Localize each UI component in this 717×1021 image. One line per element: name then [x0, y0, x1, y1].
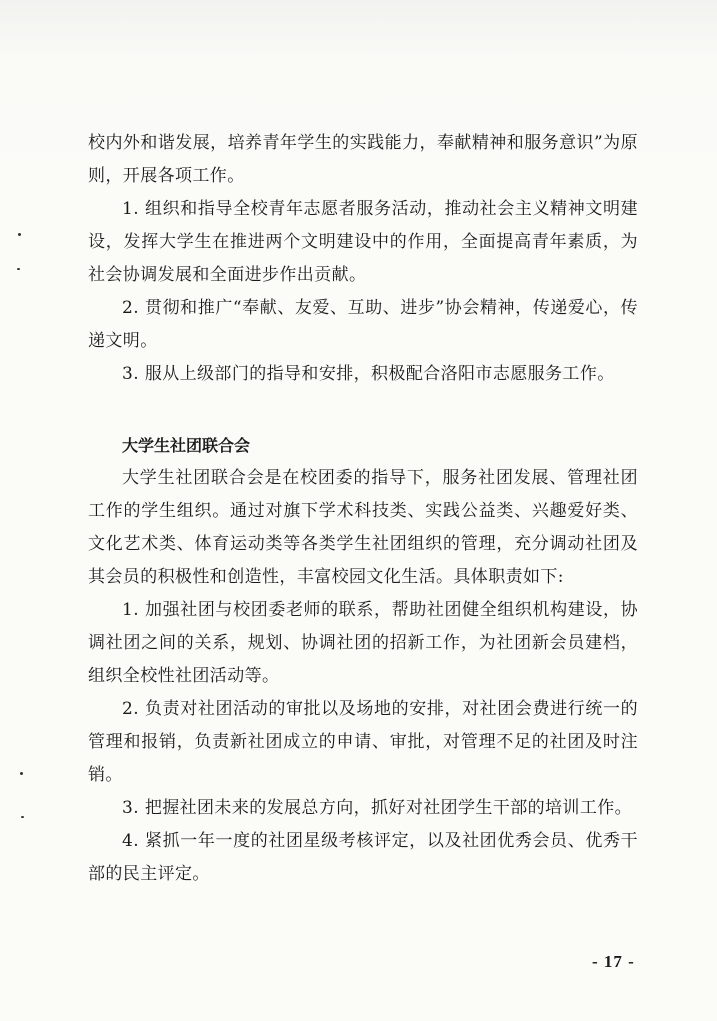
scan-speck — [18, 233, 21, 236]
section-intro-paragraph: 大学生社团联合会是在校团委的指导下，服务社团发展、管理社团工作的学生组织。通过对旗下学术科技类、实践公益类、兴趣爱好类、文化艺术类、体育运动类等各类学生社团组织的管理，充分调动社团及其会员的积极性和创造性，丰富校园文化生活。具体职责如下: — [88, 468, 638, 587]
section-item-1: 1. 加强社团与校团委老师的联系，帮助社团健全组织机构建设，协调社团之间的关系，规划、协调社团的招新工作，为社团新会员建档，组织全校性社团活动等。 — [88, 600, 638, 686]
section-item-4: 4. 紧抓一年一度的社团星级考核评定，以及社团优秀会员、优秀干部的民主评定。 — [88, 831, 638, 884]
section-gap — [88, 391, 638, 429]
paragraph-item-3: 3. 服从上级部门的指导和安排，积极配合洛阳市志愿服务工作。 — [122, 364, 615, 384]
section-item-2: 2. 负责对社团活动的审批以及场地的安排，对社团会费进行统一的管理和报销，负责新社团成立的申请、审批，对管理不足的社团及时注销。 — [88, 699, 638, 785]
scan-speck — [17, 268, 20, 270]
paragraph-continuation: 校内外和谐发展，培养青年学生的实践能力，奉献精神和服务意识”为原则，开展各项工作。 — [88, 133, 638, 186]
page-number: - 17 - — [592, 952, 635, 971]
section-item-3: 3. 把握社团未来的发展总方向，抓好对社团学生干部的培训工作。 — [122, 798, 633, 818]
paragraph-item-1: 1. 组织和指导全校青年志愿者服务活动，推动社会主义精神文明建设，发挥大学生在推进两个文明建设中的作用，全面提高青年素质，为社会协调发展和全面进步作出贡献。 — [88, 199, 638, 285]
paragraph-item-2: 2. 贯彻和推广“奉献、友爱、互助、进步”协会精神，传递爱心，传递文明。 — [88, 298, 638, 351]
scan-speck — [20, 772, 23, 775]
document-body — [88, 127, 638, 891]
section-heading: 大学生社团联合会 — [122, 436, 251, 455]
scan-speck — [21, 816, 24, 818]
